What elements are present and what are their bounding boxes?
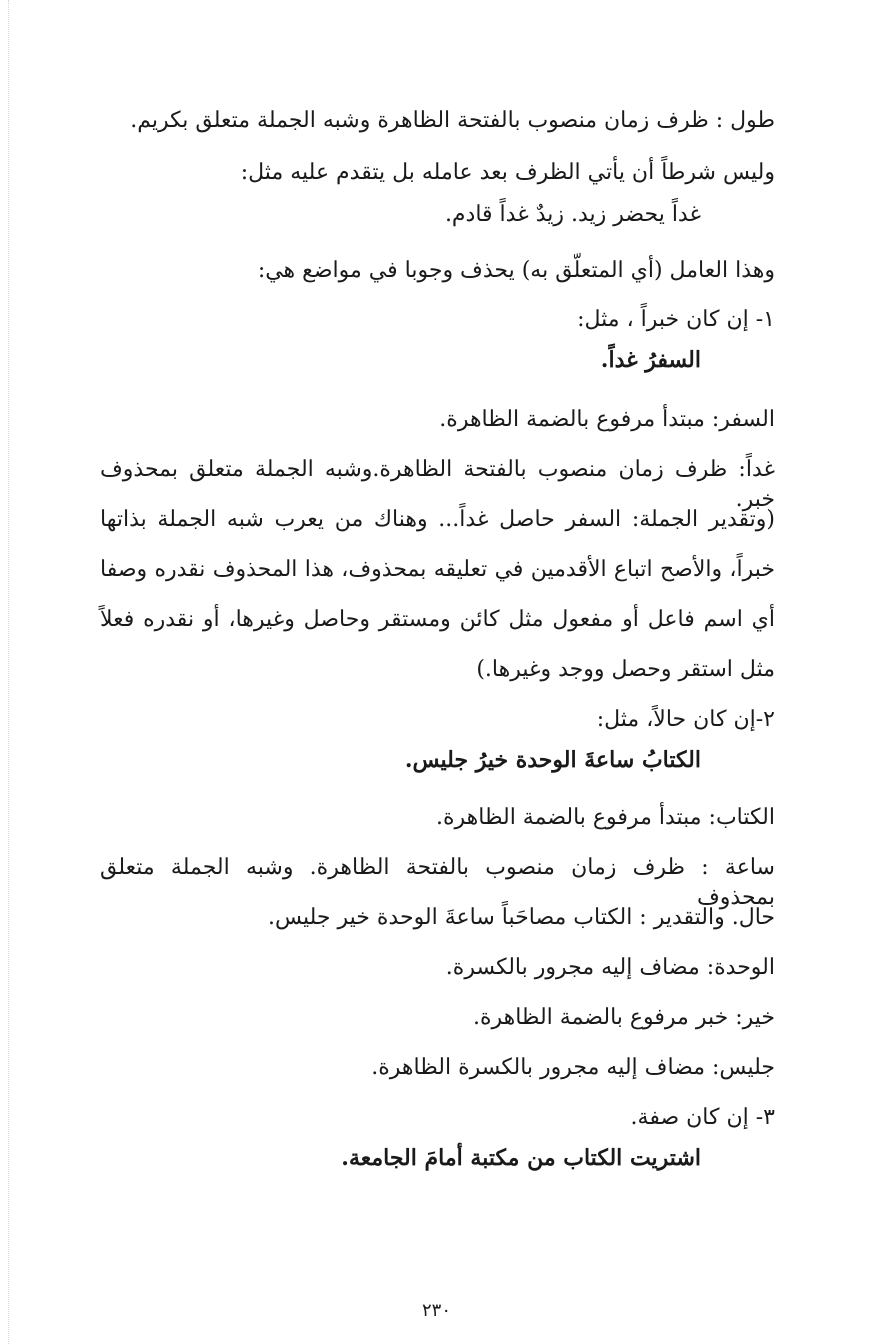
example-line-4: اشتريت الكتاب من مكتبة أمامَ الجامعة. xyxy=(341,1145,701,1171)
parse-line-2: غداً: ظرف زمان منصوب بالفتحة الظاهرة.وشبه الجملة متعلق بمحذوف خبر. xyxy=(100,457,775,512)
parse-line-4: ساعة : ظرف زمان منصوب بالفتحة الظاهرة. وشبه الجملة متعلق بمحذوف xyxy=(100,855,775,910)
parse-line-7: خير: خبر مرفوع بالضمة الظاهرة. xyxy=(472,1005,775,1030)
example-line-2: السفرُ غداً. xyxy=(600,347,701,373)
example-line-3: الكتابُ ساعةَ الوحدة خيرُ جليس. xyxy=(404,747,701,773)
note-line-1: (وتقدير الجملة: السفر حاصل غداً... وهناك من يعرب شبه الجملة بذاتها xyxy=(100,507,775,532)
rule-heading-3: ٣- إن كان صفة. xyxy=(630,1105,775,1130)
rule-heading-1: ١- إن كان خبراً ، مثل: xyxy=(577,307,775,332)
page-number: ٢٣٠ xyxy=(421,1300,451,1321)
example-line-1: غداً يحضر زيد. زيدٌ غداً قادم. xyxy=(444,202,701,227)
scan-gutter-line xyxy=(8,0,9,1344)
rule-heading-2: ٢-إن كان حالاً، مثل: xyxy=(596,707,775,732)
text-line-1: طول : ظرف زمان منصوب بالفتحة الظاهرة وشبه الجملة متعلق بكريم. xyxy=(130,108,775,133)
note-line-3: أي اسم فاعل أو مفعول مثل كائن ومستقر وحاصل وغيرها، أو نقدره فعلاً xyxy=(100,607,775,632)
parse-line-5: حال. والتقدير : الكتاب مصاحَباً ساعةَ الوحدة خير جليس. xyxy=(267,905,775,930)
parse-line-1: السفر: مبتدأ مرفوع بالضمة الظاهرة. xyxy=(439,407,775,432)
parse-line-6: الوحدة: مضاف إليه مجرور بالكسرة. xyxy=(445,955,775,980)
parse-line-3: الكتاب: مبتدأ مرفوع بالضمة الظاهرة. xyxy=(435,805,775,830)
note-line-4: مثل استقر وحصل ووجد وغيرها.) xyxy=(476,657,775,682)
text-line-2: وليس شرطاً أن يأتي الظرف بعد عامله بل يتقدم عليه مثل: xyxy=(240,160,775,185)
text-line-3: وهذا العامل (أي المتعلّق به) يحذف وجوبا في مواضع هي: xyxy=(257,258,775,283)
parse-line-8: جليس: مضاف إليه مجرور بالكسرة الظاهرة. xyxy=(371,1055,775,1080)
note-line-2: خبراً، والأصح اتباع الأقدمين في تعليقه بمحذوف، هذا المحذوف نقدره وصفا xyxy=(100,557,775,582)
